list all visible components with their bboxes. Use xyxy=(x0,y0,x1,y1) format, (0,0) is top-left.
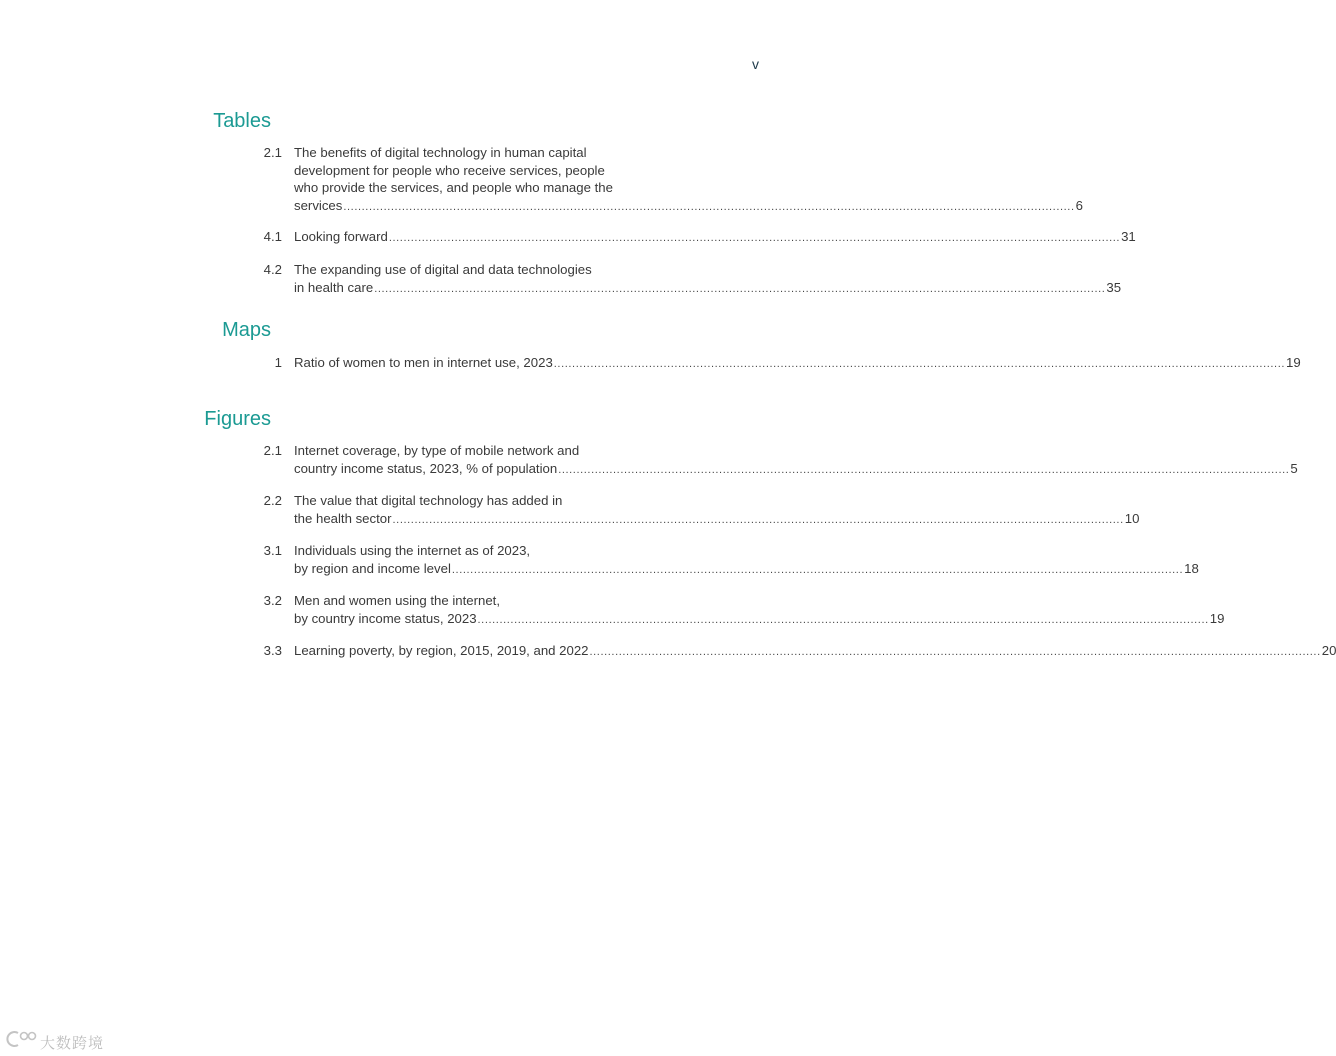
dot-leader: ........................................................................................................................................................................................................ xyxy=(451,563,1184,576)
entry-number: 3.1 xyxy=(263,543,282,558)
dot-leader: ........................................................................................................................................................................................................ xyxy=(388,232,1121,244)
entry-page: 19 xyxy=(1286,355,1301,370)
entry-title-line: The value that digital technology has added in xyxy=(294,493,563,508)
entry-title-line: by region and income level xyxy=(294,560,451,576)
entry-title-line: who provide the services, and people who manage the xyxy=(294,180,613,195)
entry-title-line: country income status, 2023, % of population xyxy=(294,460,558,476)
page-number: v xyxy=(752,56,759,72)
entry-number: 1 xyxy=(274,355,282,370)
entry-title-line: Learning poverty, by region, 2015, 2019, and 2022 xyxy=(294,643,589,658)
entry-page: 18 xyxy=(1184,560,1199,576)
entry-title-line: Individuals using the internet as of 2023, xyxy=(294,543,531,558)
maps-heading: Maps xyxy=(222,319,271,341)
entry-title-line: The benefits of digital technology in human capital xyxy=(294,145,587,160)
entry-number: 2.1 xyxy=(263,443,282,458)
entry-number: 2.1 xyxy=(263,145,282,160)
entry-page: 19 xyxy=(1209,610,1225,626)
dot-leader: ........................................................................................................................................................................................................ xyxy=(553,358,1286,370)
dot-leader: ........................................................................................................................................................................................................ xyxy=(477,613,1209,626)
watermark-logo-icon xyxy=(8,1030,38,1052)
dot-leader: ........................................................................................................................................................................................................ xyxy=(343,200,1075,213)
tables-heading: Tables xyxy=(213,110,271,132)
entry-number: 4.2 xyxy=(263,262,282,277)
entry-title-line: the health sector xyxy=(294,510,392,526)
figures-heading: Figures xyxy=(204,408,271,430)
entry-title-line: Ratio of women to men in internet use, 2023 xyxy=(294,355,553,370)
watermark-text: 大数跨境 xyxy=(40,1035,105,1052)
entry-title-line: The expanding use of digital and data technologies xyxy=(294,262,592,277)
entry-number: 2.2 xyxy=(263,493,282,508)
entry-title-line: Looking forward xyxy=(294,229,388,244)
dot-leader: ........................................................................................................................................................................................................ xyxy=(589,646,1321,658)
entry-title-line: development for people who receive services, people xyxy=(294,162,605,178)
entry-title-line: Internet coverage, by type of mobile network and xyxy=(294,443,580,458)
watermark xyxy=(8,1030,104,1053)
entry-page: 20 xyxy=(1321,643,1336,658)
entry-page: 5 xyxy=(1290,460,1298,476)
entry-title-line: by country income status, 2023 xyxy=(294,610,477,626)
entry-title-line: in health care xyxy=(294,279,374,295)
entry-title-line: Men and women using the internet, xyxy=(294,593,500,608)
entry-number: 4.1 xyxy=(263,229,282,244)
entry-page: 6 xyxy=(1075,197,1083,213)
entry-page: 10 xyxy=(1124,510,1140,526)
dot-leader: ........................................................................................................................................................................................................ xyxy=(558,463,1290,476)
dot-leader: ........................................................................................................................................................................................................ xyxy=(392,513,1124,526)
entry-page: 31 xyxy=(1121,229,1136,244)
entry-number: 3.3 xyxy=(263,643,282,658)
entry-page: 35 xyxy=(1106,279,1122,295)
dot-leader: ........................................................................................................................................................................................................ xyxy=(374,282,1106,295)
entry-number: 3.2 xyxy=(263,593,282,608)
entry-title-line: services xyxy=(294,197,343,213)
